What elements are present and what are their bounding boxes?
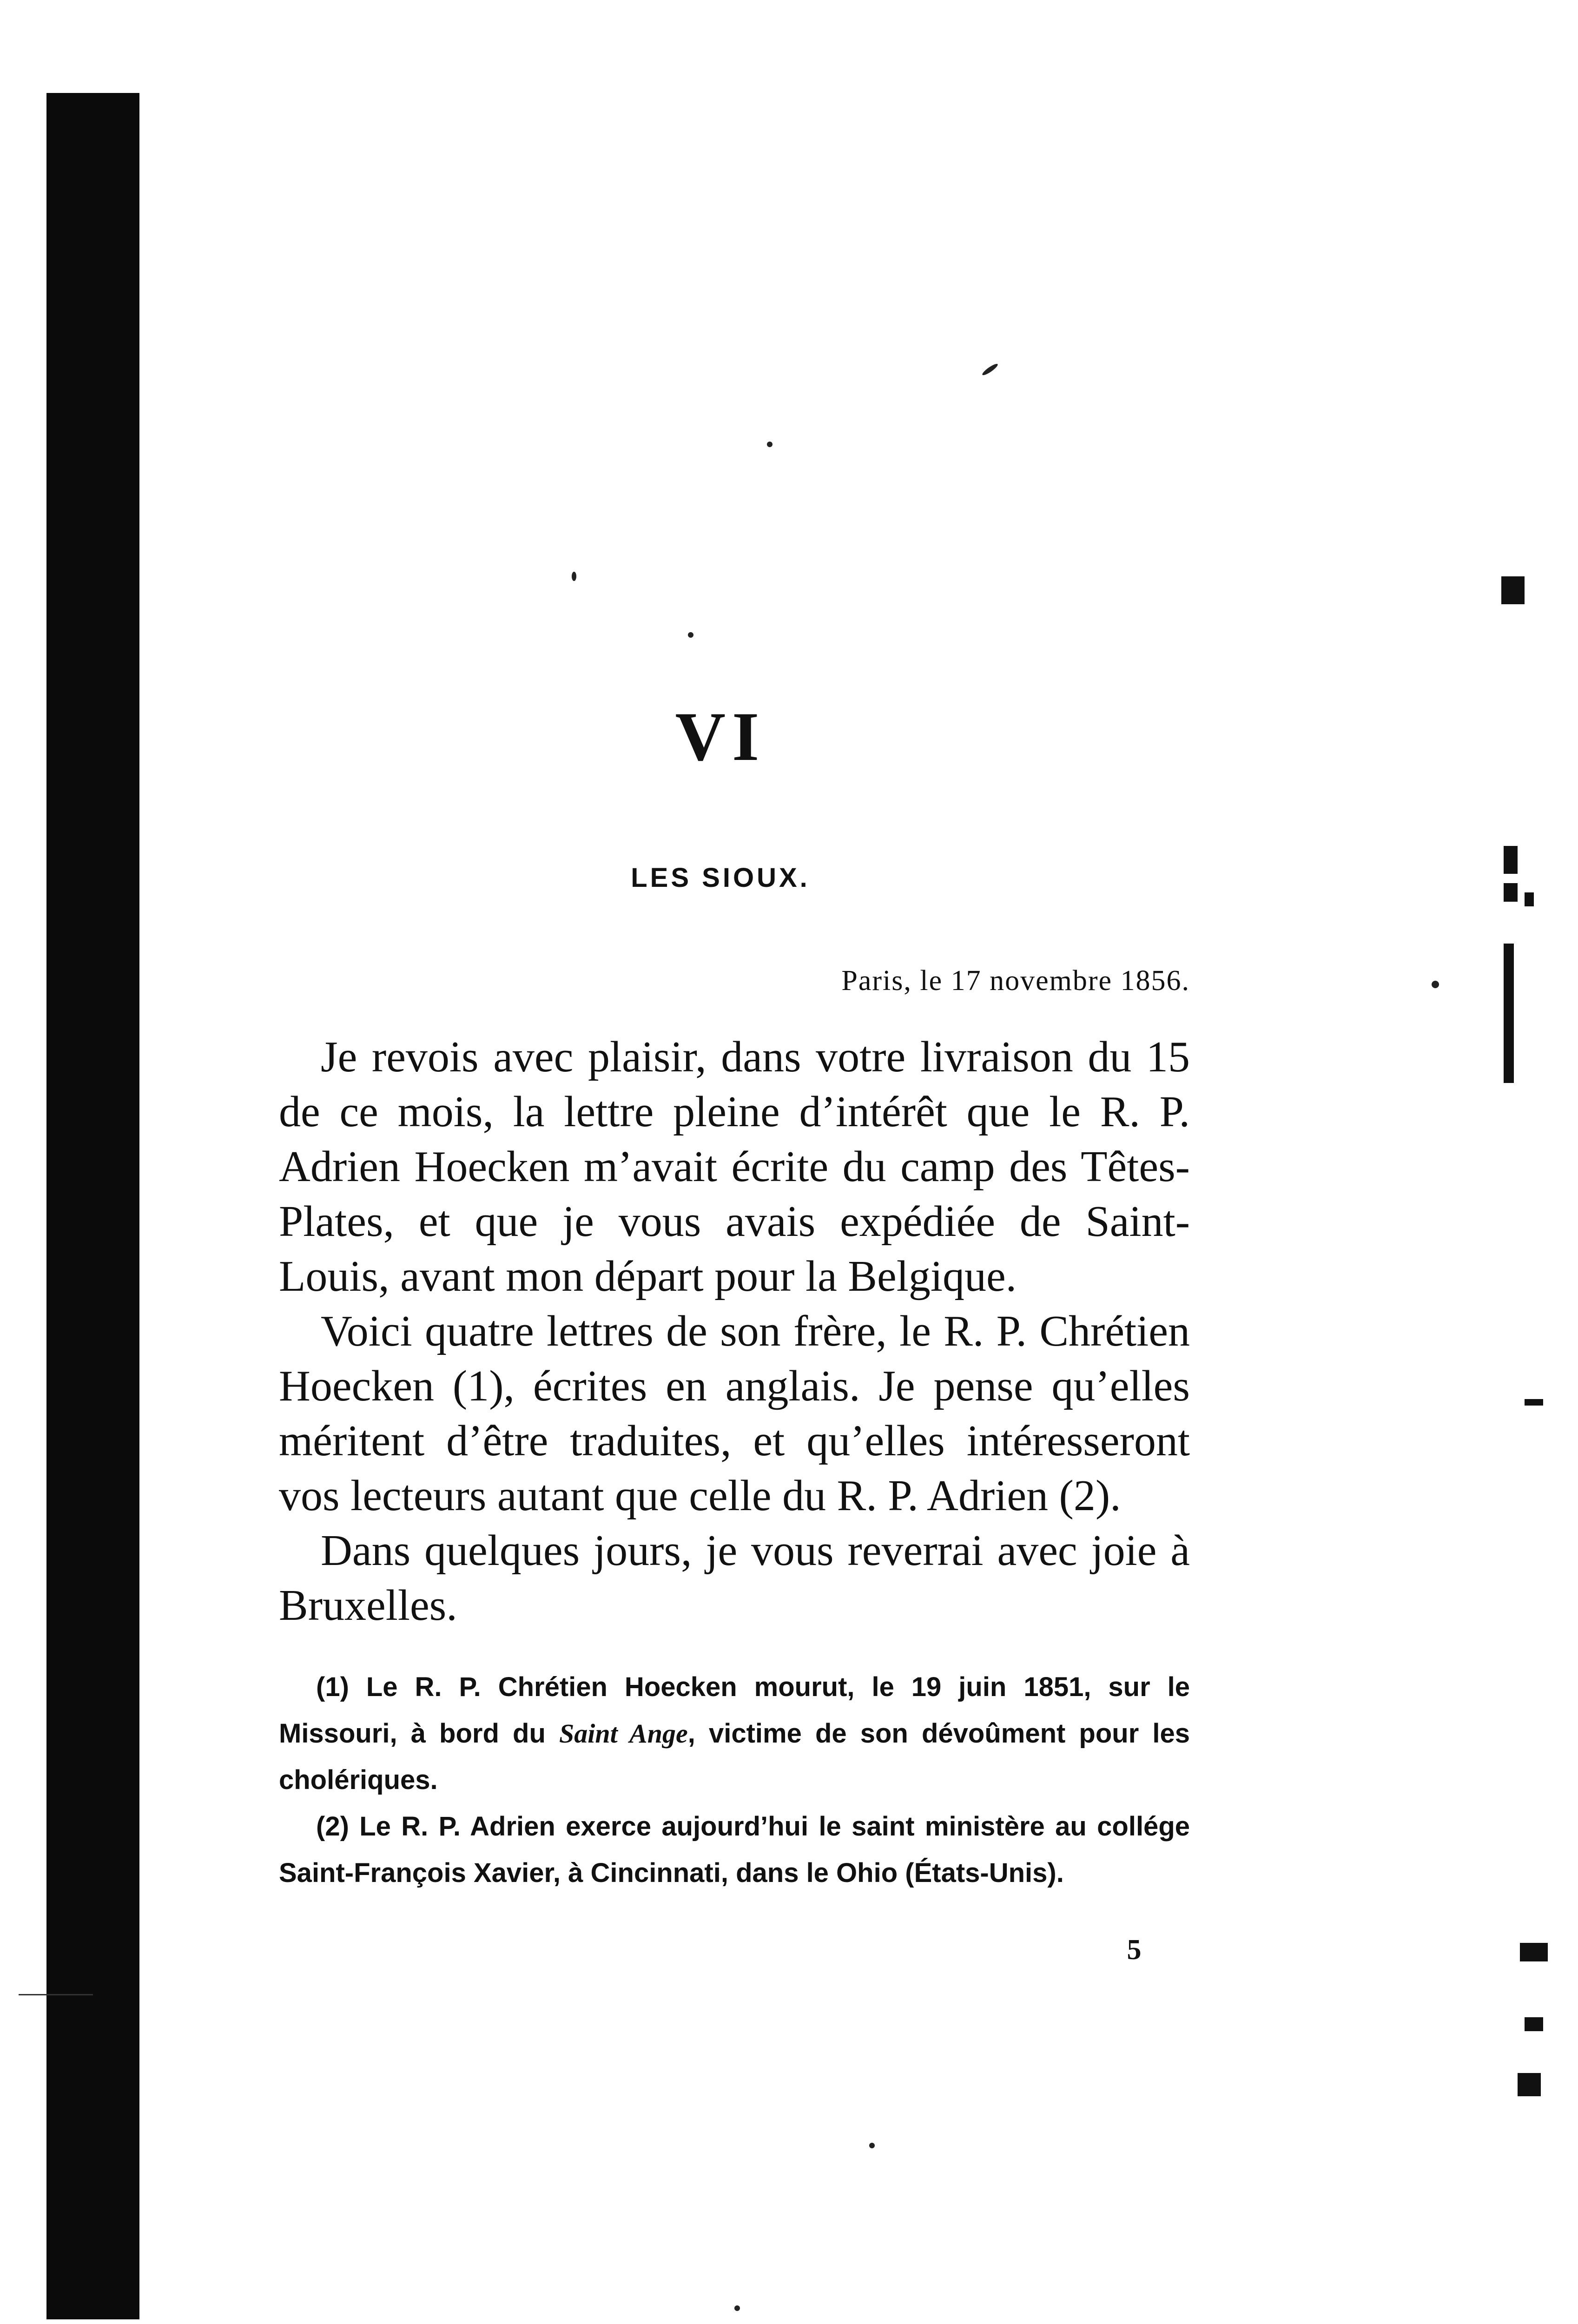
dateline: Paris, le 17 novembre 1856.: [841, 965, 1190, 997]
dust-speck: [981, 362, 999, 376]
edge-mark: [1504, 846, 1518, 874]
edge-mark: [1504, 944, 1514, 1083]
paragraph: Voici quatre lettres de son frère, le R. P. Chrétien Hoecken (1), écrites en anglais. Je pense qu’elles méritent d’être traduites, et qu’elles intéresseront vos lecteurs autant que celle du R. P. Adrien (2).: [279, 1307, 1190, 1520]
footnote-emphasis: Saint Ange: [559, 1718, 688, 1749]
paragraph: Je revois avec plaisir, dans votre livraison du 15 de ce mois, la lettre pleine d’intérêt que le R. P. Adrien Hoecken m’avait écrite du camp des Têtes-Plates, et que je vous avais expédiée de Saint-Louis, avant mon départ pour la Belgique.: [279, 1033, 1190, 1301]
dust-speck: [869, 2143, 875, 2148]
footnote-text: , victime de son dévoûment pour les cholériques.: [279, 1718, 1190, 1795]
paragraph: Dans quelques jours, je vous reverrai avec joie à Bruxelles.: [279, 1526, 1190, 1630]
dust-speck: [572, 572, 576, 581]
footnote-text: (2) Le R. P. Adrien exerce aujourd’hui le saint ministère au collége Saint-François Xavier, à Cincinnati, dans le Ohio (États-Unis).: [279, 1811, 1190, 1888]
dust-speck: [1432, 981, 1439, 988]
dust-speck: [767, 442, 772, 447]
edge-mark: [1501, 576, 1525, 604]
binding-shadow: [46, 93, 139, 2319]
edge-mark: [1520, 1943, 1548, 1961]
footnote: [279, 1803, 1190, 1896]
chapter-title: LES SIOUX.: [631, 863, 810, 893]
dust-speck: [734, 2305, 740, 2311]
dust-speck: [688, 632, 693, 638]
edge-mark: [1525, 2017, 1543, 2031]
edge-mark: [1525, 892, 1534, 906]
footnotes: [279, 1664, 1190, 1896]
edge-mark: [1525, 1399, 1543, 1406]
chapter-number: VI: [675, 698, 766, 775]
edge-scratch: [19, 1994, 93, 1995]
edge-mark: [1504, 883, 1518, 902]
page-number: 5: [1127, 1934, 1142, 1966]
edge-mark: [1518, 2073, 1541, 2096]
letter-body: [279, 1030, 1190, 1633]
footnote-text: (1) Le R. P. Chrétien Hoecken mourut, le 19 juin 1851, sur le Missouri, à bord du: [279, 1672, 1190, 1749]
footnote: [279, 1664, 1190, 1803]
